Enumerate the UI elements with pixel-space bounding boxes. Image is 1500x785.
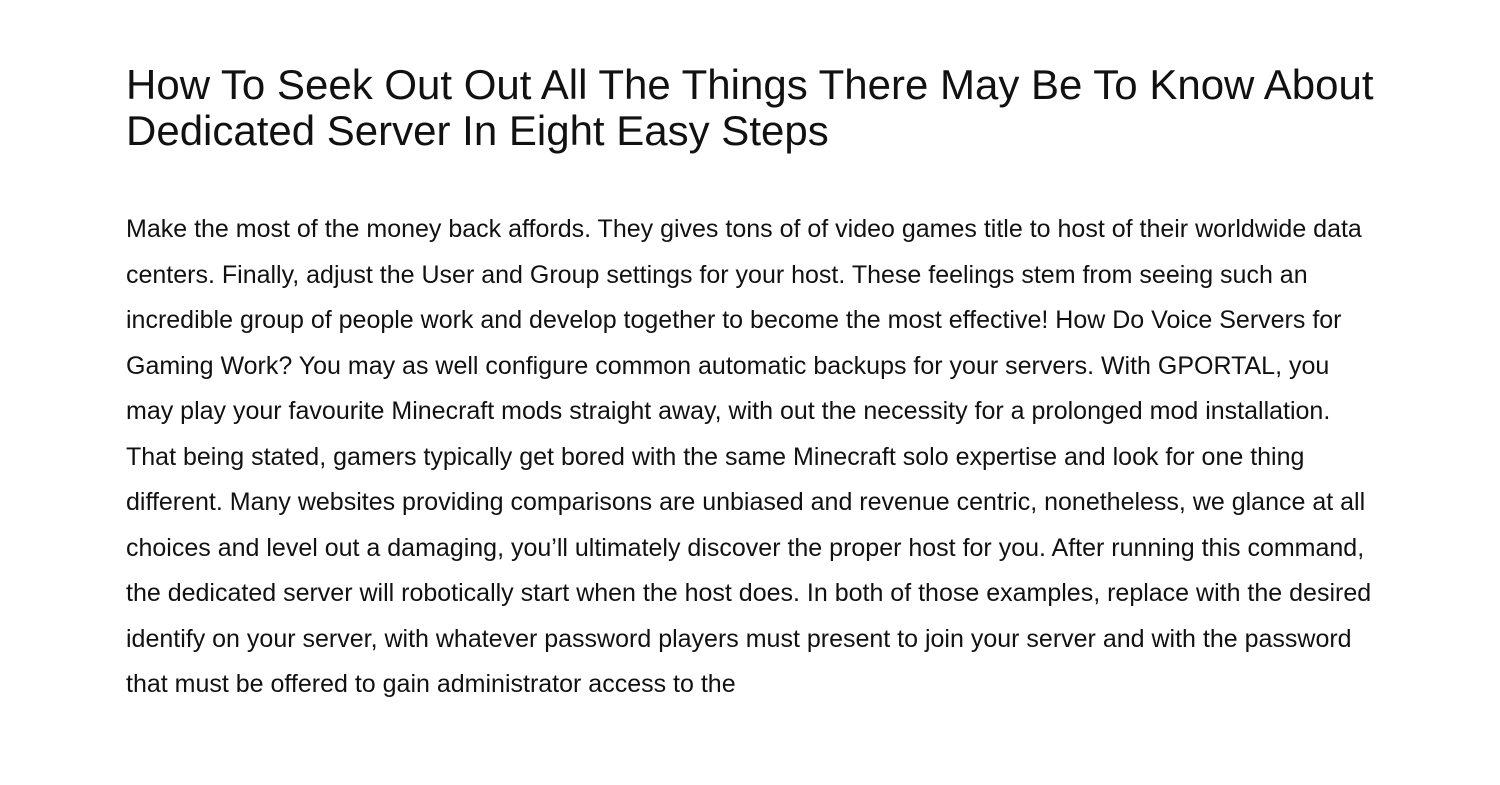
article-body: Make the most of the money back affords. They gives tons of of video games title to host of their worldwide data centers. Finally, adjust the User and Group settings for your host. These feelings stem from seeing such an incredible group of people work and develop together to become the most effective! How Do Voice Servers for Gaming Work? You may as well configure common automatic backups for your servers. With GPORTAL, you may play your favourite Minecraft mods straight away, with out the necessity for a prolonged mod installation. That being stated, gamers typically get bored with the same Minecraft solo expertise and look for one thing different. Many websites providing comparisons are unbiased and revenue centric, nonetheless, we glance at all choices and level out a damaging, you’ll ultimately discover the proper host for you. After running this command, the dedicated server will robotically start when the host does. In both of those examples, replace with the desired identify on your server, with whatever password players must present to join your server and with the password that must be offered to gain administrator access to the — [126, 215, 1372, 698]
page-title: How To Seek Out Out All The Things There May Be To Know About Dedicated Server In Eight Easy Steps — [126, 61, 1374, 154]
article-container — [126, 0, 1374, 708]
